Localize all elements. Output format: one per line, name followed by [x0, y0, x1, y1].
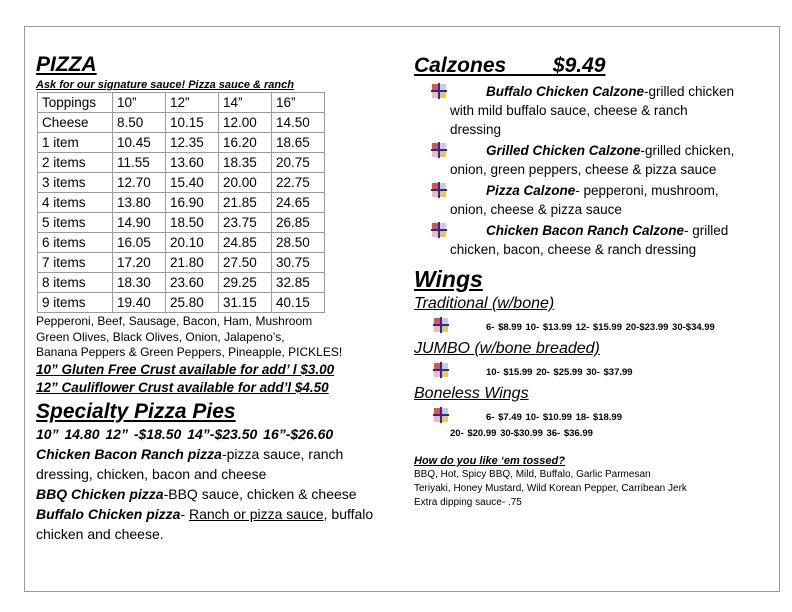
table-cell: 10.15: [166, 113, 219, 133]
jumbo-wings-heading: JUMBO (w/bone breaded): [414, 340, 600, 357]
specialty-title: Specialty Pizza Pies: [36, 399, 236, 423]
table-cell: 21.80: [166, 253, 219, 273]
quadrant-cross-bullet-icon: [430, 181, 448, 199]
table-cell: 32.85: [272, 273, 325, 293]
table-cell: 28.50: [272, 233, 325, 253]
table-cell: 20.10: [166, 233, 219, 253]
table-cell: 6 items: [38, 233, 113, 253]
calzone-desc: - pepperoni, mushroom,: [575, 183, 719, 198]
calzone-item: [414, 82, 774, 139]
table-cell: 12.35: [166, 133, 219, 153]
table-cell: 15.40: [166, 173, 219, 193]
quadrant-cross-bullet-icon: [430, 141, 448, 159]
item-desc: -BBQ sauce, chicken & cheese: [163, 485, 357, 502]
table-cell: 18.35: [219, 153, 272, 173]
calzone-desc: - grilled: [684, 223, 729, 238]
boneless-wings-prices: 6- $7.49 10- $10.99 18- $18.99: [486, 412, 622, 423]
boneless-wings-prices-row-2: [414, 428, 774, 442]
sauce-note: Ask for our signature sauce! Pizza sauce & ranch: [36, 79, 294, 91]
table-cell: 21.85: [219, 193, 272, 213]
item-desc: -pizza sauce, ranch: [221, 445, 344, 462]
table-cell: 14.50: [272, 113, 325, 133]
table-cell: 20.75: [272, 153, 325, 173]
specialty-item-bbq: [36, 484, 376, 504]
calzones-label: Calzones: [414, 54, 507, 77]
table-cell: 12.70: [113, 173, 166, 193]
tossed-heading: How do you like ‘em tossed?: [414, 455, 565, 467]
wings-title: Wings: [414, 266, 483, 292]
calzone-desc-line: dressing: [450, 122, 502, 137]
toppings-line: Pepperoni, Beef, Sausage, Bacon, Ham, Mushroom: [36, 314, 313, 328]
table-header-cell: 16”: [272, 93, 325, 113]
traditional-wings-heading: Traditional (w/bone): [414, 295, 555, 312]
table-cell: Cheese: [38, 113, 113, 133]
right-column: [414, 52, 774, 510]
table-row: [38, 173, 325, 193]
calzone-first-line: [450, 82, 774, 101]
table-cell: 9 items: [38, 293, 113, 313]
calzone-desc-line: chicken, bacon, cheese & ranch dressing: [450, 242, 697, 257]
table-cell: 1 item: [38, 133, 113, 153]
cauliflower-crust-note: 12” Cauliflower Crust available for add’l $4.50: [36, 379, 329, 395]
jumbo-wings-prices: 10- $15.99 20- $25.99 30- $37.99: [486, 367, 633, 378]
table-row: [38, 293, 325, 313]
calzone-desc-line: onion, green peppers, cheese & pizza sauce: [450, 162, 717, 177]
item-name: Chicken Bacon Ranch pizza: [36, 445, 222, 462]
calzone-desc-line: with mild buffalo sauce, cheese & ranch: [450, 103, 688, 118]
price-table-body: [38, 93, 325, 313]
table-cell: 10.45: [113, 133, 166, 153]
table-cell: 4 items: [38, 193, 113, 213]
table-cell: 13.60: [166, 153, 219, 173]
quadrant-cross-bullet-icon: [432, 406, 450, 424]
table-header-cell: 12”: [166, 93, 219, 113]
toppings-line: Banana Peppers & Green Peppers, Pineapple, PICKLES!: [36, 345, 343, 359]
table-cell: 3 items: [38, 173, 113, 193]
specialty-item-buffalo: [36, 504, 376, 524]
calzone-desc-line: onion, cheese & pizza sauce: [450, 202, 622, 217]
calzone-first-line: [450, 141, 774, 160]
table-cell: 17.20: [113, 253, 166, 273]
boneless-wings-prices-2: 20- $20.99 30-$30.99 36- $36.99: [450, 428, 593, 439]
calzone-item: [414, 221, 774, 259]
table-row: [38, 133, 325, 153]
table-row: [38, 153, 325, 173]
table-cell: 23.60: [166, 273, 219, 293]
table-cell: 40.15: [272, 293, 325, 313]
calzone-item: [414, 141, 774, 179]
toppings-line: Green Olives, Black Olives, Onion, Jalapeno’s,: [36, 329, 285, 344]
item-name: Buffalo Chicken pizza: [36, 505, 181, 522]
table-row: [38, 113, 325, 133]
quadrant-cross-bullet-icon: [432, 361, 450, 379]
table-header-cell: 14”: [219, 93, 272, 113]
table-cell: 24.85: [219, 233, 272, 253]
boneless-wings-heading: Boneless Wings: [414, 385, 529, 402]
table-cell: 19.40: [113, 293, 166, 313]
quadrant-cross-bullet-icon: [430, 82, 448, 100]
calzone-name: Grilled Chicken Calzone: [486, 143, 641, 158]
table-row: [38, 273, 325, 293]
table-cell: 29.25: [219, 273, 272, 293]
table-cell: 16.20: [219, 133, 272, 153]
table-cell: 27.50: [219, 253, 272, 273]
table-cell: 22.75: [272, 173, 325, 193]
table-cell: 31.15: [219, 293, 272, 313]
jumbo-wings-prices-row: [414, 359, 774, 383]
table-cell: 8.50: [113, 113, 166, 133]
table-cell: 11.55: [113, 153, 166, 173]
table-cell: 8 items: [38, 273, 113, 293]
item-desc-underlined: Ranch or pizza sauce: [189, 505, 324, 522]
traditional-wings-prices: 6- $8.99 10- $13.99 12- $15.99 20-$23.99 30-$34.99: [486, 322, 715, 333]
item-name: BBQ Chicken pizza: [36, 485, 164, 502]
table-header-cell: 10”: [113, 93, 166, 113]
calzone-name: Chicken Bacon Ranch Calzone: [486, 223, 685, 238]
traditional-wings-prices-row: [414, 314, 774, 338]
pizza-price-table: [37, 92, 325, 313]
boneless-wings-prices-row: [414, 404, 774, 428]
calzone-first-line: [450, 181, 774, 200]
calzone-list: [414, 82, 774, 259]
table-cell: 18.65: [272, 133, 325, 153]
table-cell: 24.65: [272, 193, 325, 213]
calzone-name: Buffalo Chicken Calzone: [486, 84, 645, 99]
table-cell: 16.05: [113, 233, 166, 253]
sauce-list-line: Teriyaki, Honey Mustard, Wild Korean Pepper, Carribean Jerk: [414, 483, 687, 494]
left-column: [36, 52, 376, 544]
table-cell: 12.00: [219, 113, 272, 133]
specialty-item-cbr: [36, 444, 376, 464]
table-cell: 23.75: [219, 213, 272, 233]
calzone-desc: -grilled chicken: [644, 84, 735, 99]
table-cell: 16.90: [166, 193, 219, 213]
table-row: [38, 193, 325, 213]
table-cell: 2 items: [38, 153, 113, 173]
sauce-list-line: BBQ, Hot, Spicy BBQ, Mild, Buffalo, Garlic Parmesan: [414, 469, 651, 480]
specialty-prices: 10” 14.80 12” -$18.50 14”-$23.50 16”-$26.60: [36, 425, 334, 442]
table-cell: 26.85: [272, 213, 325, 233]
table-row: [38, 233, 325, 253]
table-row: [38, 253, 325, 273]
calzones-price: $9.49: [552, 54, 606, 77]
item-sep: -: [180, 505, 189, 522]
table-cell: 30.75: [272, 253, 325, 273]
table-row: [38, 213, 325, 233]
table-cell: 14.90: [113, 213, 166, 233]
calzone-first-line: [450, 221, 774, 240]
calzone-desc: -grilled chicken,: [640, 143, 735, 158]
table-cell: 5 items: [38, 213, 113, 233]
table-cell: 25.80: [166, 293, 219, 313]
quadrant-cross-bullet-icon: [432, 316, 450, 334]
calzone-item: [414, 181, 774, 219]
table-cell: 13.80: [113, 193, 166, 213]
specialty-item-cbr-cont: dressing, chicken, bacon and cheese: [36, 465, 267, 482]
gluten-free-crust-note: 10” Gluten Free Crust available for add’ l $3.00: [36, 361, 335, 377]
toppings-list: [36, 314, 376, 361]
pizza-title: PIZZA: [36, 53, 97, 76]
table-cell: 20.00: [219, 173, 272, 193]
table-cell: 7 items: [38, 253, 113, 273]
calzones-title: [414, 52, 774, 80]
table-cell: 18.50: [166, 213, 219, 233]
table-header-row: [38, 93, 325, 113]
specialty-item-buffalo-cont: chicken and cheese.: [36, 525, 164, 542]
item-desc: , buffalo: [323, 505, 374, 522]
table-cell: 18.30: [113, 273, 166, 293]
table-header-cell: Toppings: [38, 93, 113, 113]
quadrant-cross-bullet-icon: [430, 221, 448, 239]
calzone-name: Pizza Calzone: [486, 183, 576, 198]
extra-dipping-sauce: Extra dipping sauce- .75: [414, 497, 522, 508]
